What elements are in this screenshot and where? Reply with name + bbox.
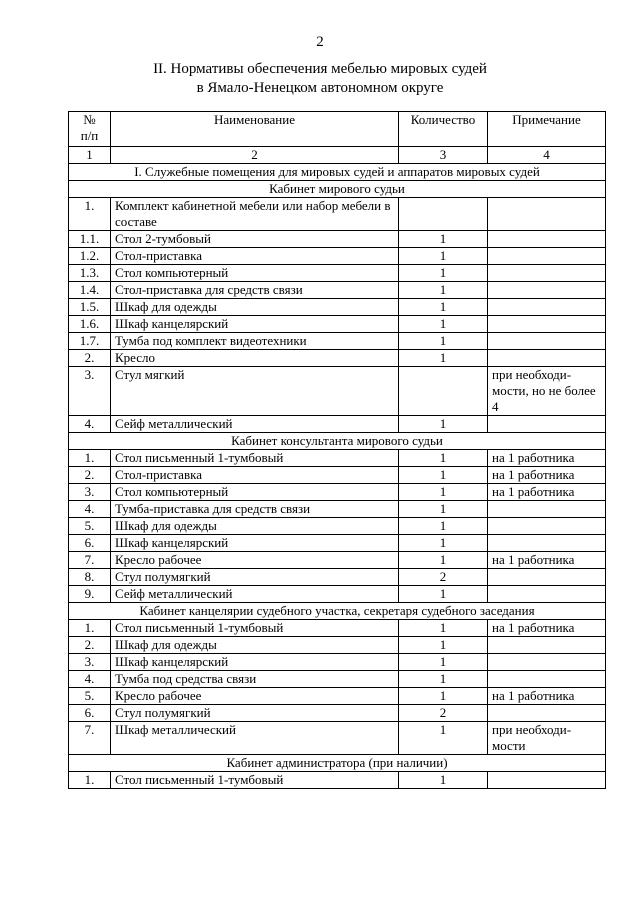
item-name: Шкаф металлический (111, 722, 399, 755)
row-number: 4. (69, 416, 111, 433)
row-number: 1.2. (69, 248, 111, 265)
section-heading: Кабинет администратора (при наличии) (69, 755, 606, 772)
table-row (69, 299, 606, 316)
item-quantity: 1 (399, 248, 488, 265)
section-heading: Кабинет мирового судьи (69, 181, 606, 198)
item-quantity: 1 (399, 350, 488, 367)
item-note (488, 231, 606, 248)
item-name: Шкаф канцелярский (111, 535, 399, 552)
item-name: Стол компьютерный (111, 484, 399, 501)
table-row (69, 569, 606, 586)
item-note (488, 282, 606, 299)
furniture-norms-table (68, 111, 606, 789)
table-row (69, 772, 606, 789)
item-quantity: 1 (399, 501, 488, 518)
row-number: 1.5. (69, 299, 111, 316)
item-quantity: 2 (399, 705, 488, 722)
row-number: 7. (69, 552, 111, 569)
item-quantity: 1 (399, 586, 488, 603)
item-quantity (399, 198, 488, 231)
item-note (488, 248, 606, 265)
item-note: на 1 работника (488, 552, 606, 569)
item-name: Шкаф канцелярский (111, 654, 399, 671)
item-name: Стол-приставка (111, 467, 399, 484)
row-number: 8. (69, 569, 111, 586)
item-note: на 1 работника (488, 484, 606, 501)
table-row (69, 705, 606, 722)
item-note (488, 772, 606, 789)
item-quantity: 1 (399, 518, 488, 535)
item-name: Стол 2-тумбовый (111, 231, 399, 248)
item-quantity: 1 (399, 231, 488, 248)
item-name: Шкаф для одежды (111, 518, 399, 535)
document-title (0, 60, 640, 98)
column-index-row (69, 147, 606, 164)
table-header-row (69, 112, 606, 147)
table-row (69, 231, 606, 248)
section-heading-row (69, 603, 606, 620)
item-note: при необходи-мости (488, 722, 606, 755)
item-name: Шкаф для одежды (111, 299, 399, 316)
column-index-cell: 4 (488, 147, 606, 164)
item-quantity: 1 (399, 333, 488, 350)
table-row (69, 535, 606, 552)
table-row (69, 416, 606, 433)
table-row (69, 248, 606, 265)
item-quantity: 1 (399, 416, 488, 433)
item-note: на 1 работника (488, 620, 606, 637)
item-note (488, 333, 606, 350)
row-number: 6. (69, 535, 111, 552)
row-number: 1. (69, 198, 111, 231)
table-row (69, 367, 606, 416)
row-number: 1.7. (69, 333, 111, 350)
table-row (69, 620, 606, 637)
item-quantity: 1 (399, 316, 488, 333)
row-number: 6. (69, 705, 111, 722)
item-quantity: 1 (399, 552, 488, 569)
header-number-line-1: № (83, 112, 96, 127)
item-quantity: 1 (399, 620, 488, 637)
header-note: Примечание (488, 112, 606, 147)
item-note: на 1 работника (488, 688, 606, 705)
item-note (488, 671, 606, 688)
item-quantity: 1 (399, 722, 488, 755)
section-heading-row (69, 433, 606, 450)
table-row (69, 552, 606, 569)
table-row (69, 450, 606, 467)
item-quantity: 1 (399, 484, 488, 501)
item-note (488, 350, 606, 367)
row-number: 5. (69, 518, 111, 535)
table-row (69, 265, 606, 282)
column-index-cell: 1 (69, 147, 111, 164)
item-name: Кресло рабочее (111, 552, 399, 569)
item-note (488, 569, 606, 586)
table-row (69, 467, 606, 484)
table-row (69, 333, 606, 350)
item-quantity: 1 (399, 535, 488, 552)
table-row (69, 484, 606, 501)
column-index-cell: 3 (399, 147, 488, 164)
item-quantity: 1 (399, 671, 488, 688)
item-quantity: 1 (399, 282, 488, 299)
row-number: 1.4. (69, 282, 111, 299)
item-note (488, 501, 606, 518)
item-quantity: 1 (399, 450, 488, 467)
item-name: Стол письменный 1-тумбовый (111, 450, 399, 467)
page-number: 2 (316, 34, 324, 50)
item-name: Тумба под средства связи (111, 671, 399, 688)
item-quantity (399, 367, 488, 416)
table-row (69, 654, 606, 671)
item-note (488, 316, 606, 333)
table-row (69, 518, 606, 535)
item-quantity: 2 (399, 569, 488, 586)
item-note (488, 586, 606, 603)
header-number (69, 112, 111, 147)
item-note (488, 265, 606, 282)
item-note (488, 518, 606, 535)
table-row (69, 722, 606, 755)
row-number: 2. (69, 637, 111, 654)
item-note (488, 299, 606, 316)
item-note (488, 416, 606, 433)
header-number-line-2: п/п (80, 128, 99, 143)
item-name: Сейф металлический (111, 586, 399, 603)
item-note: на 1 работника (488, 467, 606, 484)
header-name: Наименование (111, 112, 399, 147)
item-note (488, 705, 606, 722)
table-row (69, 586, 606, 603)
item-name: Кресло рабочее (111, 688, 399, 705)
column-index-cell: 2 (111, 147, 399, 164)
title-line-1: II. Нормативы обеспечения мебелью мировых судей (153, 61, 487, 77)
row-number: 3. (69, 484, 111, 501)
row-number: 1. (69, 772, 111, 789)
section-heading-row (69, 181, 606, 198)
row-number: 9. (69, 586, 111, 603)
table-row (69, 316, 606, 333)
item-name: Стул мягкий (111, 367, 399, 416)
table-row (69, 671, 606, 688)
header-quantity: Количество (399, 112, 488, 147)
row-number: 1.1. (69, 231, 111, 248)
item-note: на 1 работника (488, 450, 606, 467)
item-quantity: 1 (399, 637, 488, 654)
item-name: Шкаф для одежды (111, 637, 399, 654)
item-note: при необходи-мости, но не более 4 (488, 367, 606, 416)
row-number: 1.3. (69, 265, 111, 282)
section-heading: I. Служебные помещения для мировых судей и аппаратов мировых судей (69, 164, 606, 181)
item-note (488, 535, 606, 552)
table-row (69, 688, 606, 705)
item-quantity: 1 (399, 467, 488, 484)
row-number: 4. (69, 671, 111, 688)
row-number: 7. (69, 722, 111, 755)
item-name: Стол письменный 1-тумбовый (111, 620, 399, 637)
item-name: Сейф металлический (111, 416, 399, 433)
item-name: Комплект кабинетной мебели или набор мебели в составе (111, 198, 399, 231)
item-note (488, 198, 606, 231)
item-quantity: 1 (399, 772, 488, 789)
table-row (69, 637, 606, 654)
section-heading-row (69, 755, 606, 772)
row-number: 1.6. (69, 316, 111, 333)
item-quantity: 1 (399, 654, 488, 671)
item-name: Стол письменный 1-тумбовый (111, 772, 399, 789)
item-quantity: 1 (399, 265, 488, 282)
item-name: Стул полумягкий (111, 569, 399, 586)
table-row (69, 350, 606, 367)
section-heading: Кабинет консультанта мирового судьи (69, 433, 606, 450)
item-name: Стол-приставка для средств связи (111, 282, 399, 299)
item-name: Тумба-приставка для средств связи (111, 501, 399, 518)
item-quantity: 1 (399, 299, 488, 316)
table-row (69, 198, 606, 231)
table-row (69, 501, 606, 518)
table-row (69, 282, 606, 299)
title-line-2: в Ямало-Ненецком автономном округе (196, 80, 444, 96)
item-name: Кресло (111, 350, 399, 367)
item-quantity: 1 (399, 688, 488, 705)
item-note (488, 654, 606, 671)
item-name: Тумба под комплект видеотехники (111, 333, 399, 350)
item-name: Стул полумягкий (111, 705, 399, 722)
item-name: Шкаф канцелярский (111, 316, 399, 333)
item-name: Стол-приставка (111, 248, 399, 265)
row-number: 5. (69, 688, 111, 705)
row-number: 3. (69, 367, 111, 416)
item-name: Стол компьютерный (111, 265, 399, 282)
row-number: 4. (69, 501, 111, 518)
section-heading-row (69, 164, 606, 181)
item-note (488, 637, 606, 654)
row-number: 2. (69, 467, 111, 484)
row-number: 2. (69, 350, 111, 367)
row-number: 1. (69, 620, 111, 637)
row-number: 1. (69, 450, 111, 467)
row-number: 3. (69, 654, 111, 671)
section-heading: Кабинет канцелярии судебного участка, секретаря судебного заседания (69, 603, 606, 620)
table-body (69, 164, 606, 789)
